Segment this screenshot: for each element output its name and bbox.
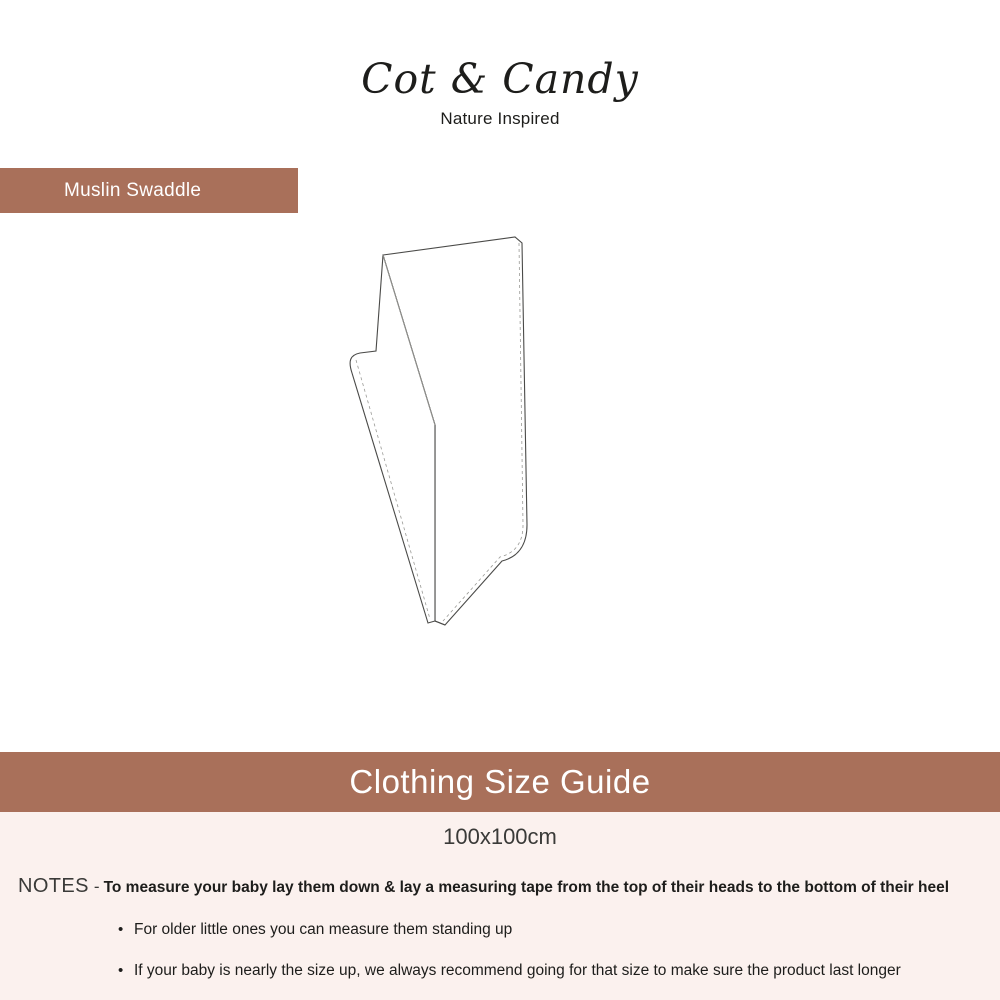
brand-name: Cot & Candy	[361, 55, 639, 103]
brand-tagline: Nature Inspired	[440, 109, 560, 129]
notes-dash: -	[93, 877, 100, 896]
size-guide-title: Clothing Size Guide	[349, 763, 651, 800]
list-item: • For older little ones you can measure them standing up	[18, 921, 982, 939]
product-name-label: Muslin Swaddle	[64, 179, 202, 201]
brand-header	[0, 0, 1000, 129]
product-illustration	[0, 225, 1000, 750]
product-name-banner	[0, 168, 298, 213]
folded-muslin-swaddle-icon	[330, 225, 670, 665]
notes-headline: To measure your baby lay them down & lay a measuring tape from the top of their heads to the bottom of their heel	[103, 879, 950, 896]
size-measurement-row	[0, 812, 1000, 862]
notes-headline-row	[18, 875, 982, 898]
notes-bullet-list	[18, 921, 982, 980]
size-guide-title-bar	[0, 752, 1000, 812]
size-measurement-value: 100x100cm	[443, 823, 557, 849]
notes-section	[0, 861, 1000, 1000]
list-item: • If your baby is nearly the size up, we always recommend going for that size to make sure the product last longer	[18, 962, 982, 980]
notes-label: NOTES	[18, 875, 89, 897]
